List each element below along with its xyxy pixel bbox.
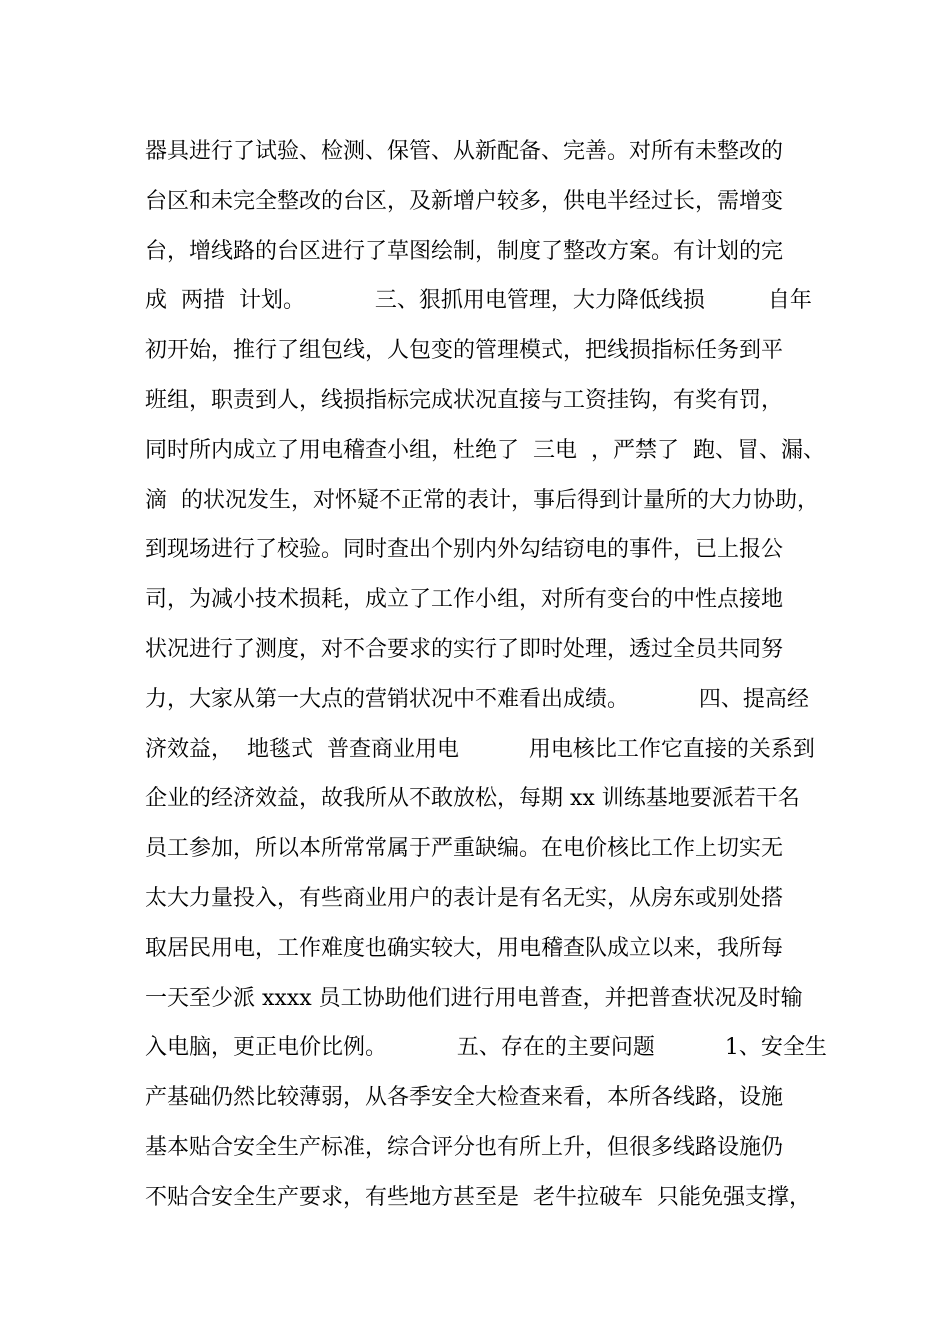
text-line: 到现场进行了校验。同时查出个别内外勾结窃电的事件，已上报公 <box>145 537 784 563</box>
text-line: 企业的经济效益，故我所从不敢放松，每期 xx 训练基地要派若干名 <box>145 786 800 812</box>
text-line: 不贴合安全生产要求，有些地方甚至是 老牛拉破车 只能免强支撑， <box>145 1184 811 1210</box>
text-line: 台，增线路的台区进行了草图绘制，制度了整改方案。有计划的完 <box>145 238 784 264</box>
text-line: 初开始，推行了组包线，人包变的管理模式，把线损指标任务到平 <box>145 338 784 364</box>
text-line: 一天至少派 xxxx 员工协助他们进行用电普查，并把普查状况及时输 <box>145 985 803 1011</box>
text-line: 员工参加，所以本所常常属于严重缺编。在电价核比工作上切实无 <box>145 836 784 862</box>
text-line: 入电脑，更正电价比例。 五、存在的主要问题 1、安全生 <box>145 1035 827 1061</box>
text-line: 太大力量投入，有些商业用户的表计是有名无实，从房东或别处搭 <box>145 885 784 911</box>
text-line: 成 两措 计划。 三、狠抓用电管理，大力降低线损 自年 <box>145 288 812 314</box>
body-text <box>145 134 835 1230</box>
text-line: 基本贴合安全生产标准，综合评分也有所上升，但很多线路设施仍 <box>145 1134 784 1160</box>
text-line: 力，大家从第一大点的营销状况中不难看出成绩。 四、提高经 <box>145 686 809 712</box>
text-line: 滴 的状况发生，对怀疑不正常的表计，事后得到计量所的大力协助， <box>145 487 819 513</box>
text-line: 同时所内成立了用电稽查小组，杜绝了 三电 ，严禁了 跑、冒、漏、 <box>145 437 825 463</box>
text-line: 济效益， 地毯式 普查商业用电 用电核比工作它直接的关系到 <box>145 736 815 762</box>
text-line: 取居民用电，工作难度也确实较大，用电稽查队成立以来，我所每 <box>145 935 784 961</box>
text-line: 器具进行了试验、检测、保管、从新配备、完善。对所有未整改的 <box>145 139 784 164</box>
text-line: 台区和未完全整改的台区，及新增户较多，供电半经过长，需增变 <box>145 188 784 214</box>
text-line: 司，为减小技术损耗，成立了工作小组，对所有变台的中性点接地 <box>145 587 784 613</box>
text-line: 班组，职责到人，线损指标完成状况直接与工资挂钩，有奖有罚， <box>145 387 784 413</box>
text-line: 产基础仍然比较薄弱，从各季安全大检查来看，本所各线路，设施 <box>145 1085 784 1111</box>
text-line: 状况进行了测度，对不合要求的实行了即时处理，透过全员共同努 <box>145 636 784 662</box>
